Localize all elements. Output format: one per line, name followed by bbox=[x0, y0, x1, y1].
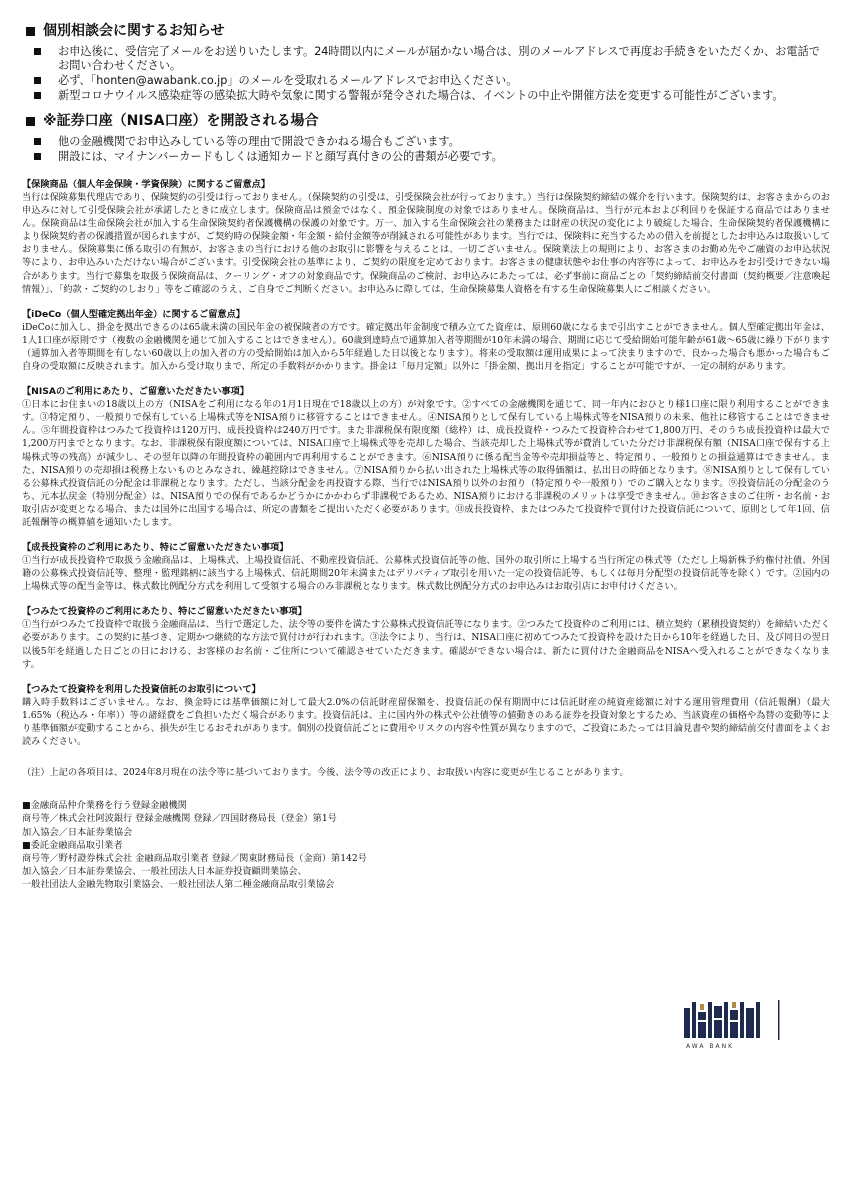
list-item: 新型コロナウイルス感染症等の感染拡大時や気象に関する警報が発令された場合は、イベントの中止や開催方法を変更する可能性がございます。 bbox=[22, 89, 830, 103]
note-title: 【つみたて投資枠を利用した投資信託のお取引について】 bbox=[22, 683, 261, 695]
square-bullet-icon bbox=[34, 77, 41, 84]
note-ideco bbox=[22, 308, 830, 373]
note-growth-frame bbox=[22, 541, 830, 593]
note-nisa bbox=[22, 385, 830, 529]
square-bullet-icon bbox=[34, 138, 41, 145]
company-line: 商号等／野村證券株式会社 金融商品取引業者 登録／関東財務局長（金商）第142号 bbox=[22, 852, 367, 864]
company-line: 加入協会／日本証券業協会 bbox=[22, 826, 133, 838]
list-item: 必ず、「honten@awabank.co.jp」のメールを受取れるメールアドレスでお申込ください。 bbox=[22, 74, 830, 88]
company-line: 商号等／株式会社阿波銀行 登録金融機関 登録／四国財務局長（登金）第1号 bbox=[22, 813, 337, 825]
note-body: ①日本にお住まいの18歳以上の方（NISAをご利用になる年の1月1日現在で18歳以上の方）が対象です。②すべての金融機関を通じて、同一年内におひとり様1口座に限り利用することができます。③特定預り、一般預りで保有している上場株式等をNISA預りに移管することはできません。④NISA預りとして保有している上場株式等をNISA預りの未来、他社に移管することはできません。⑤年間投資枠はつみたて投資枠は120万円、成長投資枠は240万円です。また非課税保有限度額（総枠）は、成長投資枠・つみたて投資枠合わせて1,800万円、そのうち成長投資枠は最大で1,200万円までとなります。なお、非課税保有限度額については、NISA口座で上場株式等を売却した場合、当該売却した上場株式等が費消していた分だけ非課税保有額（NISA口座で保有する上場株式等の残高）が減少し、その翌年以降の年間投資枠の範囲内で再利用することができます。⑥NISA預りに係る配当金等や売却損益等と、特定預り、一般預りとの損益通算はできません。また、NISA預りの売却損は税務上ないものとみなされ、繰越控除はできません。⑦NISA預りから払い出された上場株式等の取得価額は、払出日の時価となります。⑧NISA預りとして保有している公募株式投資信託の分配金は非課税となります。ただし、当該分配金を再投資する際、当行ではNISA預り以外のお預り（特定預りや一般預り）でのご購入となります。⑨投資信託の分配金のうち、元本払戻金（特別分配金）は、NISA預りでの保有であるかどうかにかかわらず非課税であるため、NISA預りにおける非課税のメリットは享受できません。⑩お客さまのご住所・お名前・お取引店が変更となる場合、または国外に出国する場合は、所定の書類をご提出いただく必要があります。⑪成長投資枠、またはつみたて投資枠で買付けた投資信託について、原則として年1回、信託報酬等の概算値を通知いたします。 bbox=[22, 399, 830, 528]
note-body: ①当行が成長投資枠で取扱う金融商品は、上場株式、上場投資信託、不動産投資信託、公募株式投資信託等の他、国外の取引所に上場する当行所定の株式等（ただし上場新株予約権付社債、外国籍の公募株式投資信託等、整理・監理銘柄に該当する上場株式、信託期間20年未満またはデリバティブ取引を用いた一定の投資信託等、もしくは毎月分配型の投資信託等を除く）です。②国内の上場株式等の配当金等は、株式数比例配分方式を利用して受領する場合のみ非課税となります。株式数比例配分方式のお申込みはお取引店にお申付けください。 bbox=[22, 555, 830, 593]
note-title: 【NISAのご利用にあたり、ご留意いただきたい事項】 bbox=[22, 386, 249, 398]
section1-title: 個別相談会に関するお知らせ bbox=[43, 23, 225, 39]
note-title: 【つみたて投資枠のご利用にあたり、特にご留意いただきたい事項】 bbox=[22, 606, 307, 618]
note-title: 【iDeCo（個人型確定拠出年金）に関するご留意点】 bbox=[22, 308, 245, 320]
company-line: 一般社団法人金融先物取引業協会、一般社団法人第二種金融商品取引業協会 bbox=[22, 879, 335, 891]
note-body: 当行は保険募集代理店であり、保険契約の引受は行っておりません。（保険契約の引受は、引受保険会社が行っております。）当行は保険契約締結の媒介を行います。保険契約は、お客さまからのお申込みに対して引受保険会社が承諾したときに成立します。保険商品は預金ではなく、預金保険制度の対象ではありません。保険商品は、当行が元本および利回りを保証する商品ではありません。保険商品は生命保険会社が加入する生命保険契約者保護機構の保護の対象です。万一、加入する生命保険会社の業務または財産の状況の変化により破綻した場合、生命保険契約者保護機構により保険契約者の保護措置が図られますが、ご契約時の保険金額・年金額・給付金額等が削減される可能性があります。当行では、保険料に充当するための借入を前提としたお申込みは取扱いしておりません。保険募集に係る取引の有無が、お客さまの当行における他のお取引に影響を与えることは、一切ございません。保険業法上の規則により、お客さまのお勤め先やご融資のお申込状況等により、お申込みいただけない場合がございます。引受保険会社の基準により、ご契約の限度を定めております。お客さまの健康状態やお仕事の内容等によって、お申込みをお引受けできない場合があります。当行で募集を取扱う保険商品は、クーリング・オフの対象商品です。保険商品のご検討、お申込みにあたっては、必ず事前に商品ごとの「契約締結前交付書面（契約概要／注意喚起情報）」、「約款・ご契約のしおり」等をご確認のうえ、ご自身でご判断ください。お申込みに際しては、生命保険募集人資格を有する生命保険募集人にご相談ください。 bbox=[22, 192, 830, 295]
square-bullet-icon bbox=[34, 48, 41, 55]
note-insurance bbox=[22, 178, 830, 296]
note-title: 【保険商品（個人年金保険・学資保険）に関するご留意点】 bbox=[22, 179, 271, 190]
note-body: 購入時手数料はございません。なお、換金時には基準価額に対して最大2.0%の信託財産留保額を、投資信託の保有期間中には信託財産の純資産総額に対する運用管理費用（信託報酬）（最大1.65%（税込み・年率））等の諸経費をご負担いただく場合があります。投資信託は、主に国内外の株式や公社債等の値動きのある証券を投資対象とするため、当該資産の価格や為替の変動等により基準価額が変動することから、損失が生じるおそれがあります。個別の投資信託ごとに費用やリスクの内容や性質が異なりますので、ご投資にあたっては目論見書や契約締結前交付書面をよくお読みください。 bbox=[22, 696, 830, 747]
logo-text: AWA BANK bbox=[686, 1043, 735, 1050]
section2-list bbox=[22, 135, 830, 164]
square-bullet-icon bbox=[34, 92, 41, 99]
note-body: ①当行がつみたて投資枠で取扱う金融商品は、当行で選定した、法令等の要件を満たす公募株式投資信託等になります。②つみたて投資枠のご利用には、積立契約（累積投資契約）を締結いただく必要があります。この契約に基づき、定期かつ継続的な方法で買付けが行われます。③法令により、当行は、NISA口座に初めてつみたて投資枠を設けた日から10年を経過した日、及び同日の翌日以後5年を経過した日ごとの日における、お客様のお名前・ご住所について確認させていただきます。確認ができない場合は、新たに買付けた金融商品をNISAへ受入れることができなくなります。 bbox=[22, 619, 830, 670]
square-bullet-icon bbox=[26, 27, 35, 36]
section1-heading bbox=[22, 22, 830, 40]
footnote: （注）上記の各項目は、2024年8月現在の法令等に基づいております。今後、法令等の改正により、お取扱い内容に変更が生じることがあります。 bbox=[22, 767, 629, 779]
list-item: お申込後に、受信完了メールをお送りいたします。24時間以内にメールが届かない場合は、別のメールアドレスで再度お手続きをいただくか、お電話でお問い合わせください。 bbox=[22, 45, 830, 73]
section2-title: ※証券口座（NISA口座）を開設される場合 bbox=[43, 113, 319, 129]
note-body: iDeCoに加入し、掛金を拠出できるのは65歳未満の国民年金の被保険者の方です。確定拠出年金制度で積み立てた資産は、原則60歳になるまで引出すことができません。個人型確定拠出年金は、1人1口座が原則です（複数の金融機関を通じて加入することはできません）。60歳到達時点で通算加入者等期間が10年未満の場合、期間に応じて受給開始可能年齢が61歳～65歳に繰り下がります（通算加入者等期間を有しない60歳以上の加入者の方の受給開始は加入から5年経過した日以後となります）。将来の受取額は運用成果によって決まりますので、良かった場合も悪かった場合もご自身の受取額に反映されます。加入から受け取りまで、所定の手数料がかかります。掛金は「毎月定額」以外に「掛金額、拠出月を指定」することが可能ですが、一定の制約があります。 bbox=[22, 321, 830, 373]
page bbox=[22, 22, 830, 892]
awa-bank-logo-icon bbox=[680, 998, 790, 1042]
square-bullet-icon bbox=[26, 117, 35, 126]
notes bbox=[22, 178, 830, 748]
company-line: ■委託金融商品取引業者 bbox=[22, 839, 123, 851]
square-bullet-icon bbox=[34, 153, 41, 160]
list-item: 他の金融機関でお申込みしている等の理由で開設できかねる場合もございます。 bbox=[22, 135, 830, 149]
note-title: 【成長投資枠のご利用にあたり、特にご留意いただきたい事項】 bbox=[22, 542, 289, 554]
company-line: 加入協会／日本証券業協会、一般社団法人日本証券投資顧問業協会、 bbox=[22, 866, 307, 878]
awa-bank-logo bbox=[680, 998, 790, 1058]
list-item: 開設には、マイナンバーカードもしくは通知カードと顔写真付きの公的書類が必要です。 bbox=[22, 150, 830, 164]
company-info bbox=[22, 799, 662, 891]
note-tsumitate-trust bbox=[22, 683, 830, 748]
section2-heading bbox=[22, 112, 830, 130]
note-tsumitate-frame bbox=[22, 605, 830, 670]
company-line: ■金融商品仲介業務を行う登録金融機関 bbox=[22, 800, 187, 812]
section1-list bbox=[22, 45, 830, 103]
